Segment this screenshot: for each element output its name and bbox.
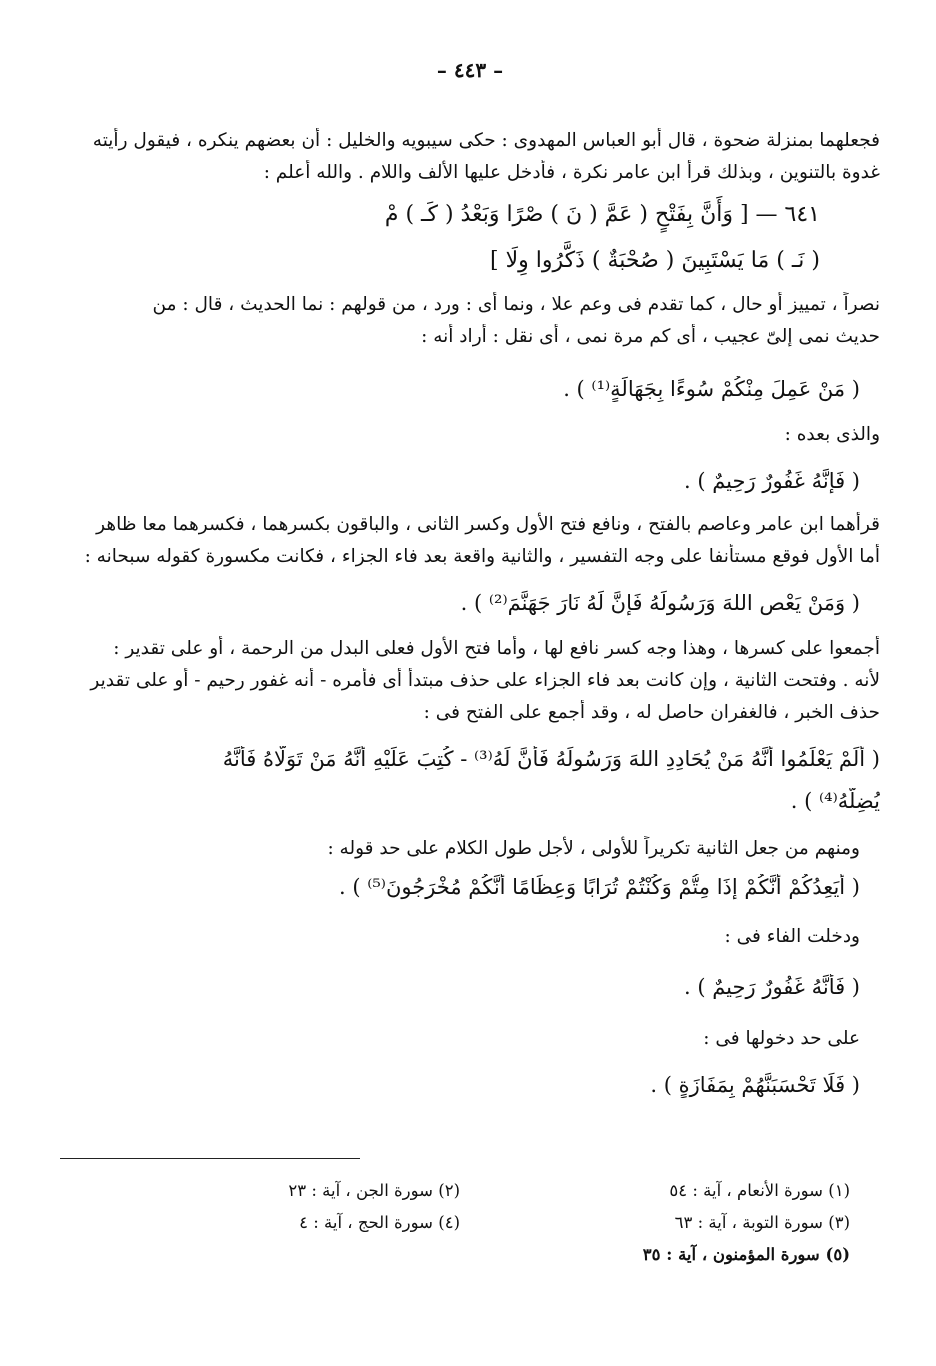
book-page (60, 40, 880, 1330)
text-line: نصراً ، تمييز أو حال ، كما تقدم فى وعم علا ، ونما أى : ورد ، من قولهم : نما الحديث ، قال : من (152, 294, 880, 315)
footnote: (٥) سورة المؤمنون ، آية : ٣٥ (642, 1245, 850, 1264)
footnote-divider (60, 1158, 360, 1159)
text-line: أما الأول فوقع مستأنفا على وجه التفسير ، والثانية واقعة بعد فاء الجزاء ، فكانت مكسورة كقوله سبحانه : (84, 546, 880, 567)
footnote: (١) سورة الأنعام ، آية : ٥٤ (669, 1181, 850, 1200)
poem-verse-line-1: ٦٤١ — [ وَأَنَّ بِفَتْحٍ ( عَمَّ ( نَ ) صْرًا وَبَعْدُ ( كَـ ) مْ (384, 202, 820, 227)
text-line: قرأهما ابن عامر وعاصم بالفتح ، ونافع فتح الأول وكسر الثانى ، والباقون بكسرهما ، فكسرهما معا ظاهر (96, 514, 880, 535)
quran-quote-continued: يُضِلُّهُ⁽⁴⁾ ) . (790, 789, 880, 813)
text-line: لأنه . وفتحت الثانية ، وإن كانت بعد فاء الجزاء على حذف مبتدأ أى فأمره - أنه غفور رحيم - أو على تقدير (90, 670, 880, 691)
text-line: غدوة بالتنوين ، وبذلك قرأ ابن عامر نكرة ، فأدخل عليها الألف واللام . والله أعلم : (263, 162, 880, 183)
quran-quote: ( فَلَا تَحْسَبَنَّهُمْ بِمَفَازَةٍ ) . (650, 1073, 860, 1097)
page-number: – ٤٤٣ – (436, 58, 504, 82)
text-line: والذى بعده : (784, 424, 880, 445)
text-line: ومنهم من جعل الثانية تكريراً للأولى ، لأجل طول الكلام على حد قوله : (327, 838, 860, 859)
footnote: (٤) سورة الحج ، آية : ٤ (299, 1213, 460, 1232)
footnote: (٢) سورة الجن ، آية : ٢٣ (288, 1181, 460, 1200)
quran-quote: ( أَلَمْ يَعْلَمُوا أَنَّهُ مَنْ يُحَادِدِ اللهَ وَرَسُولَهُ فَأَنَّ لَهُ⁽³⁾ - كُتِبَ عَلَيْهِ أَنَّهُ مَنْ تَوَلَّاهُ فَأَنَّهُ (222, 747, 880, 771)
footnote: (٣) سورة التوبة ، آية : ٦٣ (674, 1213, 850, 1232)
poem-verse-line-2: ( نَـ ) مَا يَسْتَبِينَ ( صُحْبَةٌ ) ذَكَّرُوا وِلَا ] (490, 248, 820, 273)
text-line: على حد دخولها فى : (703, 1028, 860, 1049)
quran-quote: ( مَنْ عَمِلَ مِنْكُمْ سُوءًا بِجَهَالَةٍ⁽¹⁾ ) . (563, 377, 860, 401)
text-line: فجعلهما بمنزلة ضحوة ، قال أبو العباس المهدوى : حكى سيبويه والخليل : أن بعضهم ينكره ، فيقول رأيته (92, 130, 880, 151)
quran-quote: ( فَأَنَّهُ غَفُورٌ رَحِيمٌ ) . (683, 975, 860, 999)
quran-quote: ( فَإِنَّهُ غَفُورٌ رَحِيمٌ ) . (683, 469, 860, 493)
text-line: أجمعوا على كسرها ، وهذا وجه كسر نافع لها ، وأما فتح الأول فعلى البدل من الرحمة ، أو على تقدير : (113, 638, 880, 659)
quran-quote: ( أَيَعِدُكُمْ أَنَّكُمْ إِذَا مِتُّمْ وَكُنْتُمْ تُرَابًا وَعِظَامًا أَنَّكُمْ مُخْرَجُونَ⁽⁵⁾ ) . (338, 875, 860, 899)
quran-quote: ( وَمَنْ يَعْصِ اللهَ وَرَسُولَهُ فَإِنَّ لَهُ نَارَ جَهَنَّمَ⁽²⁾ ) . (460, 591, 860, 615)
text-line: حذف الخبر ، فالغفران حاصل له ، وقد أجمع على الفتح فى : (423, 702, 880, 723)
text-line: حديث نمى إلىّ عجيب ، أى كم مرة نمى ، أى نقل : أراد أنه : (421, 326, 880, 347)
text-line: ودخلت الفاء فى : (724, 926, 860, 947)
